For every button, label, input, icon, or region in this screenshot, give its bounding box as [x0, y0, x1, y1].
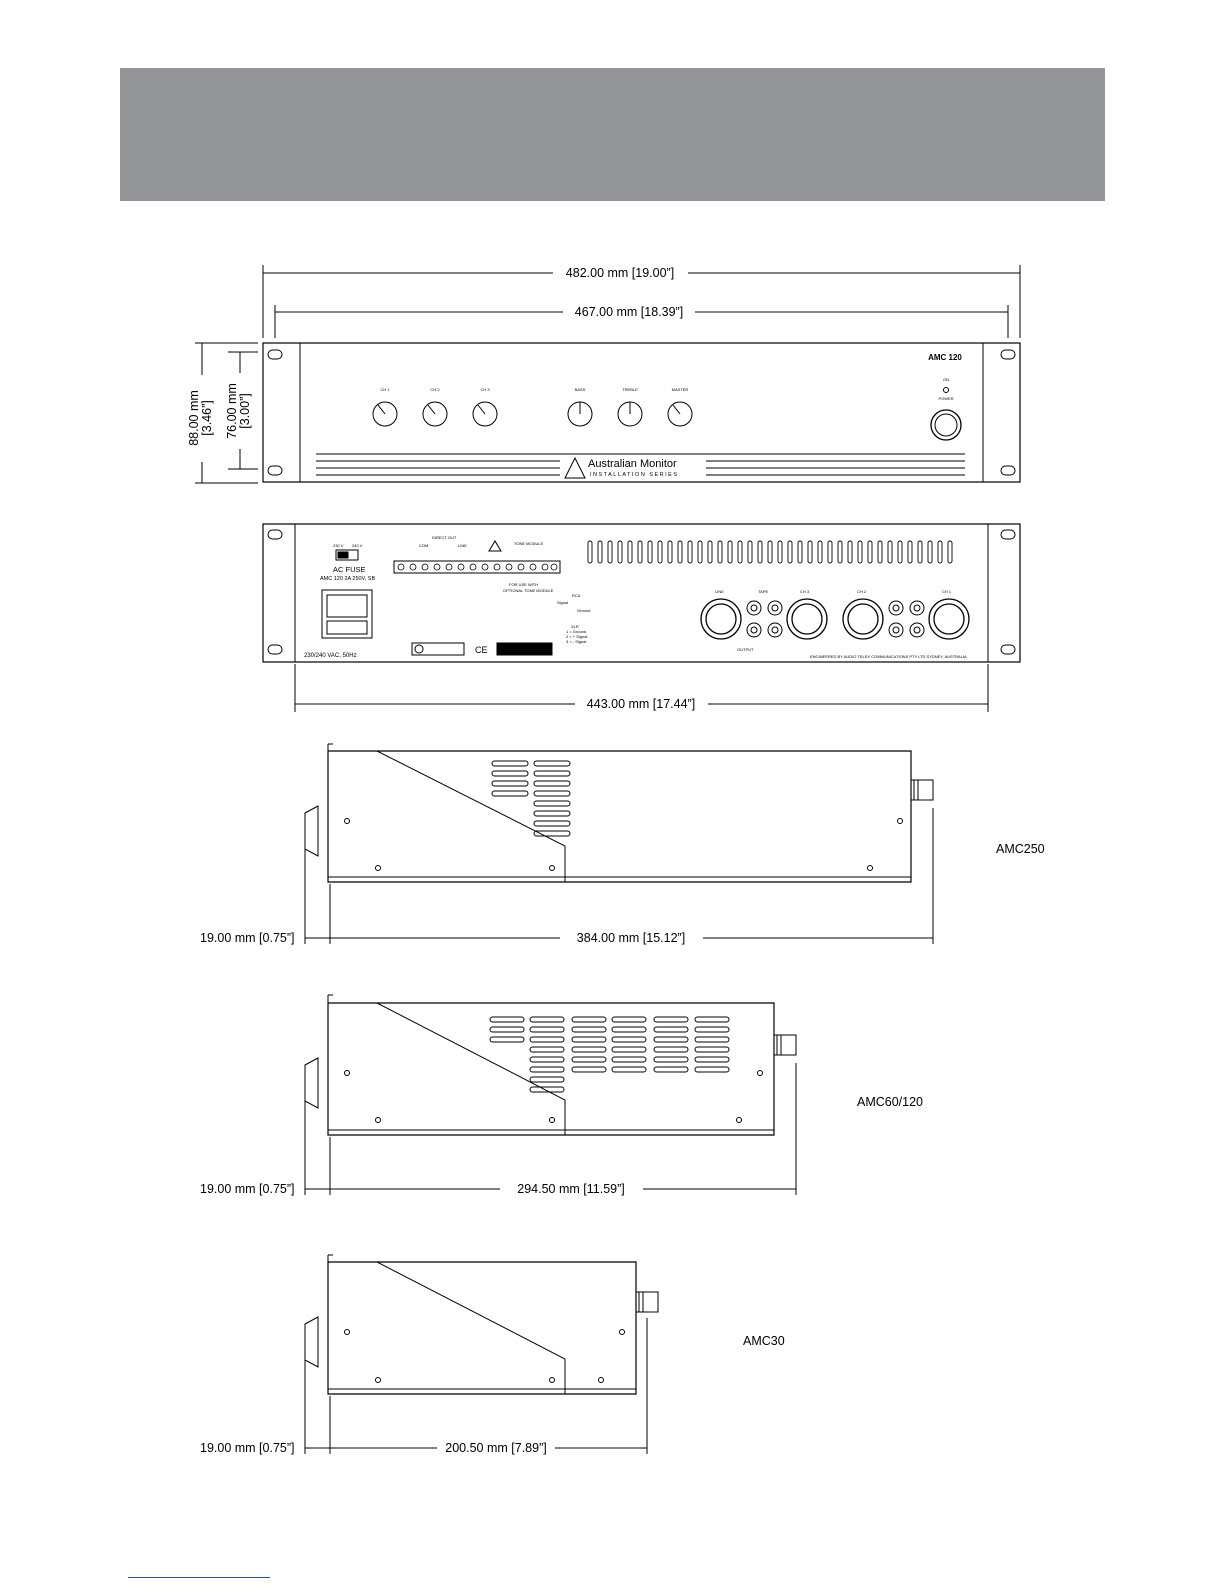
- voltage-switch-right: 240 V: [352, 543, 363, 548]
- knob-label-treble: TREBLE: [622, 387, 638, 392]
- input-label-ch2: CH 2: [857, 589, 867, 594]
- input-label-line: LINE: [715, 589, 724, 594]
- signal-label: Signal: [557, 600, 569, 605]
- model-label-amc250: AMC250: [996, 842, 1045, 856]
- dim-rear-width: 443.00 mm [17.44”]: [586, 697, 696, 711]
- rear-panel-view: [263, 524, 1020, 712]
- direct-out-label: DIRECT OUT: [432, 535, 457, 540]
- knob-label-bass: BASS: [574, 387, 586, 392]
- power-on-label: ON: [943, 377, 949, 382]
- knob-label-ch1: CH 1: [380, 387, 390, 392]
- dim-amc60-120-front: 19.00 mm [0.75”]: [200, 1182, 295, 1196]
- ce-mark: CE: [475, 645, 488, 655]
- dim-overall-width: 482.00 mm [19.00”]: [565, 266, 675, 280]
- output-label: OUTPUT: [737, 647, 754, 652]
- rear-vent-slots: [588, 541, 952, 563]
- xlr-label: XLR: [571, 624, 579, 629]
- tone-module-label: TONE MODULE: [514, 541, 544, 546]
- optional-note-1: FOR USE WITH: [509, 582, 539, 587]
- dim-amc60-120-depth: 294.50 mm [11.59”]: [517, 1182, 625, 1196]
- dim-height-inner-in: [3.00”]: [238, 393, 252, 429]
- ground-label: Ground: [577, 608, 591, 613]
- brand-series: INSTALLATION SERIES: [590, 472, 679, 478]
- xlr-pin-2: 2 = + Signal: [566, 634, 588, 639]
- xlr-connectors: [701, 599, 969, 639]
- model-label-amc60-120: AMC60/120: [857, 1095, 924, 1109]
- voltage-switch-left: 230 V: [333, 543, 344, 548]
- side-vents-amc60-120: [490, 1017, 729, 1092]
- front-panel-view: [195, 265, 1020, 483]
- side-view-amc60-120: [305, 995, 796, 1195]
- model-label-amc30: AMC30: [743, 1334, 785, 1348]
- warning-icon: [489, 541, 501, 551]
- dim-height-inner: 76.00 mm: [225, 383, 239, 439]
- dim-amc30-depth: 200.50 mm [7.89”]: [445, 1441, 547, 1455]
- knob-label-master: MASTER: [671, 387, 689, 392]
- side-vents-amc250: [492, 761, 570, 836]
- com-label: COM: [419, 543, 429, 548]
- dim-inner-width: 467.00 mm [18.39”]: [574, 305, 684, 319]
- knob-label-ch2: CH 2: [430, 387, 440, 392]
- line-label: LINE: [458, 543, 467, 548]
- input-label-tape: TAPE: [758, 589, 769, 594]
- dim-height-outer: 88.00 mm: [187, 390, 201, 446]
- footer-link-rule: [128, 1577, 270, 1578]
- brand-name: Australian Monitor: [588, 458, 677, 470]
- dim-amc30-front: 19.00 mm [0.75”]: [200, 1441, 295, 1455]
- input-label-ch3: CH 3: [800, 589, 810, 594]
- side-view-amc250: [305, 744, 933, 944]
- rca-label: RCA: [572, 593, 581, 598]
- knob-label-ch3: CH 3: [480, 387, 490, 392]
- ac-fuse-label: AC FUSE: [333, 565, 366, 574]
- front-knobs: [373, 402, 692, 426]
- engineered-by: ENGINEERED BY AUDIO TELEX COMMUNICATIONS PTY LTD SYDNEY, AUSTRALIA: [810, 654, 967, 659]
- xlr-pin-1: 1 = Ground: [566, 629, 587, 634]
- front-model-label: AMC 120: [928, 353, 962, 362]
- power-label: POWER: [938, 396, 954, 401]
- xlr-pin-3: 3 = - Signal: [566, 639, 587, 644]
- dim-amc250-depth: 384.00 mm [15.12”]: [576, 931, 686, 945]
- mains-rating: 230/240 VAC, 50Hz: [304, 653, 357, 659]
- rca-jacks: [747, 601, 924, 637]
- side-view-amc30: [305, 1255, 658, 1454]
- dim-amc250-front: 19.00 mm [0.75”]: [200, 931, 295, 945]
- brand-logo-icon: [565, 458, 585, 478]
- optional-note-2: OPTIONAL TONE MODULE: [503, 588, 554, 593]
- dim-height-outer-in: [3.46”]: [200, 400, 214, 436]
- fuse-rating: AMC 120 2A 250V, SB: [320, 576, 376, 582]
- input-label-ch1: CH 1: [942, 589, 952, 594]
